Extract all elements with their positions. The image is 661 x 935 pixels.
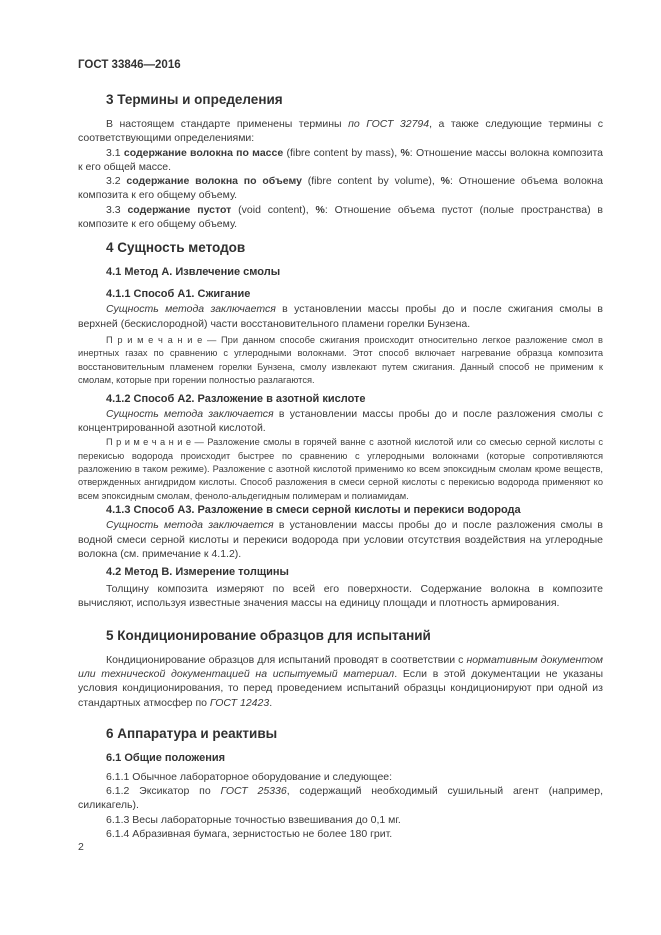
para-4-2: Толщину композита измеряют по всей его поверхности. Содержание волокна в композите вычисляют, используя известные значения массы на единицу площади и плотность армирования. bbox=[78, 583, 603, 610]
para-6-1-4: 6.1.4 Абразивная бумага, зернистостью не более 180 грит. bbox=[106, 828, 393, 841]
section-6-title: 6 Аппаратура и реактивы bbox=[106, 725, 278, 741]
heading-4-1-2: 4.1.2 Способ А2. Разложение в азотной кислоте bbox=[106, 392, 366, 405]
page-number: 2 bbox=[78, 841, 84, 853]
heading-4-1-1: 4.1.1 Способ А1. Сжигание bbox=[106, 288, 251, 301]
term-3-1: 3.1 содержание волокна по массе (fibre content by mass), %: Отношение массы волокна композита к его общей массе. bbox=[78, 146, 603, 173]
section-3-title: 3 Термины и определения bbox=[106, 92, 283, 107]
note-4-1-2: П р и м е ч а н и е — Разложение смолы в горячей ванне с азотной кислотой или со смесью серной кислоты с перекисью водорода происходит быстрее по сравнению с углеродными волокнами (которые сопротивляются разложению в таком режиме). Разложение с азотной кислотой применимо ко всем эпоксидным смолам кроме веществ, отвержденных ангидридом кислоты. Способ разложения в смеси серной кислоты с перекисью водорода применяют ко всем эпоксидным смолам, феноло-альдегидным полимерам и полиамидам. bbox=[78, 437, 603, 501]
note-4-1-1: П р и м е ч а н и е — При данном способе сжигания происходит относительно легкое разложение смол в инертных газах по сравнению с углеродными волокнами. Этот способ включает нагревание образца композита восстановительным пламенем горелки Бунзена, смолу извлекают путем сжигания. Данный способ не применим к смолам, которые при горении полностью разлагаются. bbox=[78, 334, 603, 386]
term-3-3: 3.3 содержание пустот (void content), %: Отношение объема пустот (полые пространства) в композите к его общему объему. bbox=[78, 203, 604, 231]
para-4-1-3: Сущность метода заключается в установлении массы пробы до и после разложения смолы в водной смеси серной кислоты и перекиси водорода при условии отсутствия воздействия на углеродные волокна (см. примечание к 4.1.2). bbox=[78, 519, 603, 560]
term-3-2: 3.2 содержание волокна по объему (fibre content by volume), %: Отношение объема волокна композита к его общему объему. bbox=[78, 175, 604, 202]
heading-6-1: 6.1 Общие положения bbox=[106, 751, 226, 764]
heading-4-1: 4.1 Метод А. Извлечение смолы bbox=[106, 266, 281, 279]
para-6-1-3: 6.1.3 Весы лабораторные точностью взвешивания до 0,1 мг. bbox=[106, 813, 401, 826]
para-6-1-1: 6.1.1 Обычное лабораторное оборудование и следующее: bbox=[106, 770, 393, 783]
para-4-1-1: Сущность метода заключается в установлении массы пробы до и после сжигания смолы в верхней (бескислородной) части восстановительного пламени горелки Бунзена. bbox=[78, 303, 603, 330]
section-4-title: 4 Сущность методов bbox=[106, 240, 246, 256]
heading-4-1-3: 4.1.3 Способ А3. Разложение в смеси серной кислоты и перекиси водорода bbox=[106, 504, 521, 517]
section-5-title: 5 Кондиционирование образцов для испытаний bbox=[106, 627, 431, 643]
para-5: Кондиционирование образцов для испытаний проводят в соответствии с нормативным документом или технической документацией на испытуемый материал. Если в этой документации не указаны условия кондиционирования, то перед проведением испытаний образцы кондиционируют при одной из стандартных атмосфер по ГОСТ 12423. bbox=[78, 653, 604, 709]
doc-header: ГОСТ 33846—2016 bbox=[78, 59, 181, 71]
para-6-1-2: 6.1.2 Эксикатор по ГОСТ 25336, содержащий необходимый сушильный агент (например, силикагель). bbox=[78, 785, 603, 812]
para-4-1-2: Сущность метода заключается в установлении массы пробы до и после разложения смолы с концентрированной азотной кислотой. bbox=[78, 407, 603, 434]
heading-4-2: 4.2 Метод В. Измерение толщины bbox=[106, 566, 289, 579]
terms-intro: В настоящем стандарте применены термины по ГОСТ 32794, а также следующие термины с соответствующими определениями: bbox=[78, 118, 603, 145]
